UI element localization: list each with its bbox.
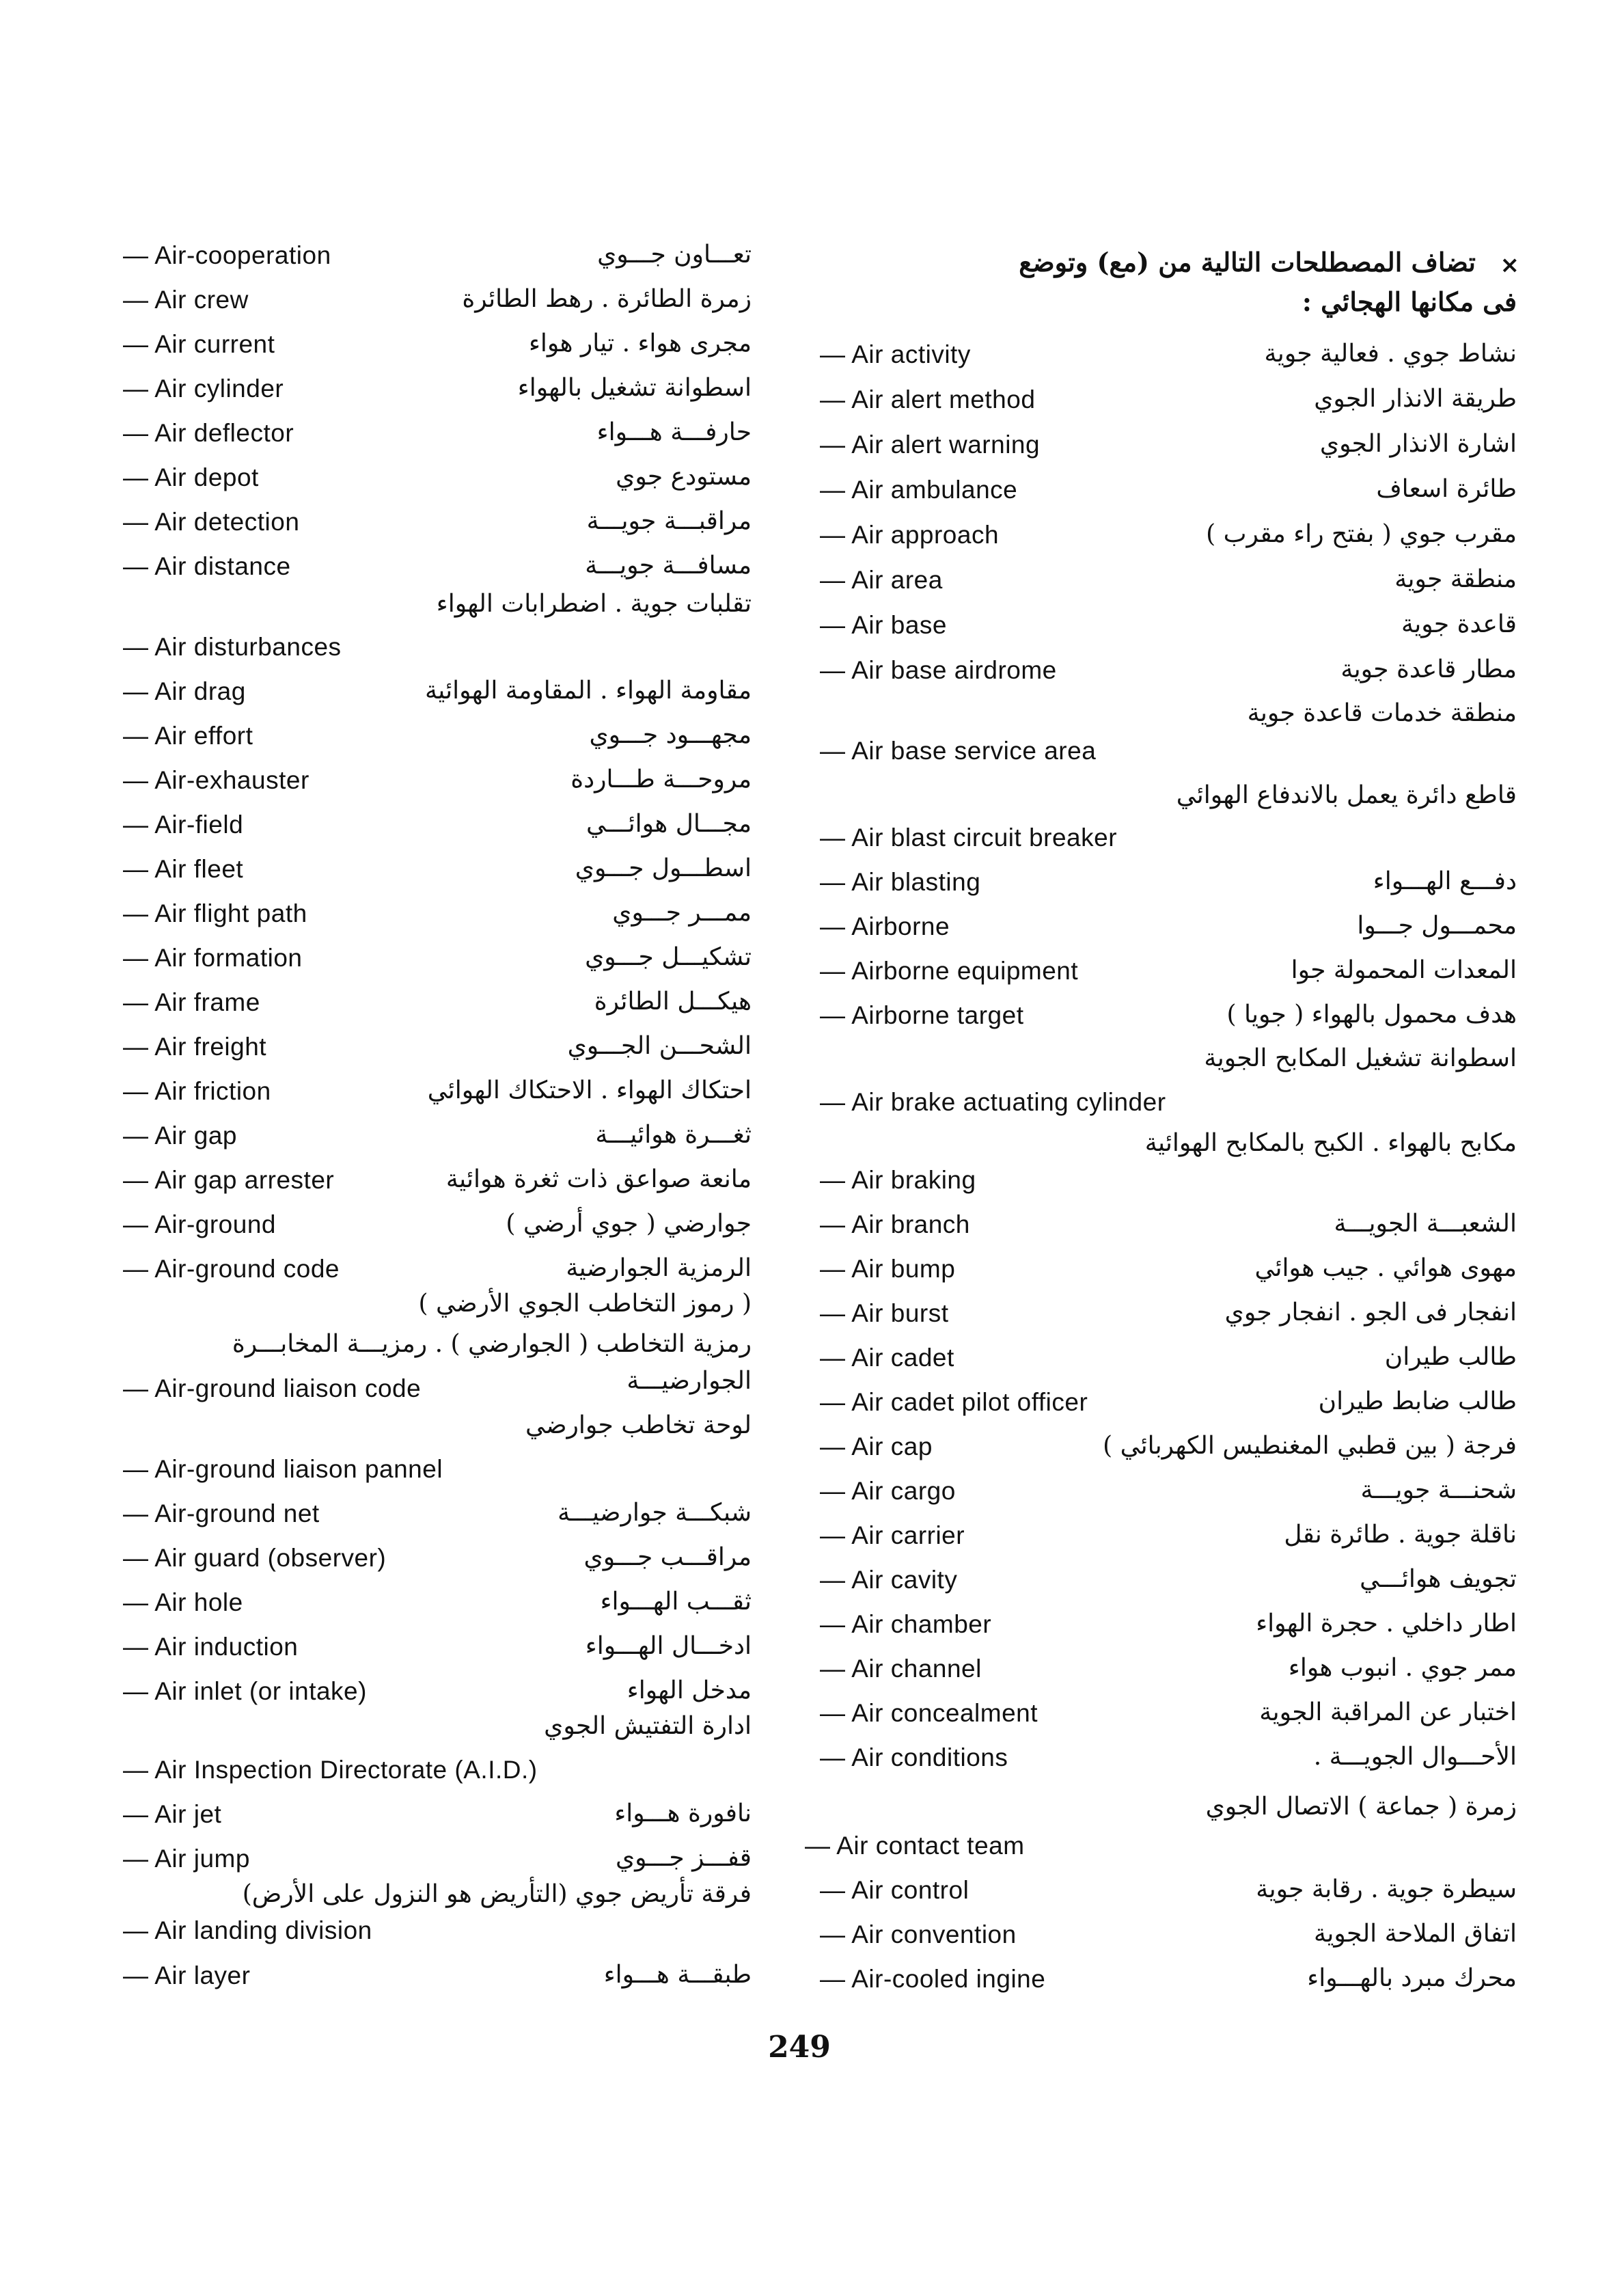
section-header [820,243,1517,325]
english-term: — Air hole [123,1588,243,1616]
english-term: — Air cavity [820,1566,958,1594]
list-item [820,1205,1517,1246]
list-item [123,1672,779,1713]
english-term: — Air braking [820,1166,976,1194]
page-number: 249 [768,2030,831,2065]
arabic-translation: تجويف هوائـــي [1360,1565,1517,1593]
list-item [820,1083,1517,1124]
list-item [820,380,1517,421]
arabic-translation: سيطرة جوية . رقابة جوية [1256,1875,1517,1903]
english-term: — Air burst [820,1299,949,1327]
list-item [123,280,779,321]
arabic-translation: فرقة تأريض جوي (التأريض هو النزول على الأرض) [242,1880,752,1908]
list-item [820,1649,1517,1690]
english-term: — Air-ground code [123,1255,340,1283]
arabic-translation: ثقـــب الهـــواء [600,1588,752,1616]
english-term: — Air disturbances [123,633,342,661]
list-item [820,1560,1517,1601]
english-term: — Air landing division [123,1916,372,1944]
english-term: — Air contact team [805,1832,1025,1860]
arabic-translation: مهوى هوائي . جيب هوائي [1254,1254,1517,1282]
arabic-translation: مقاومة الهواء . المقاومة الهوائية [424,677,752,705]
arabic-translation: مكابح بالهواء . الكبح بالمكابح الهوائية [1144,1129,1517,1157]
list-item [820,996,1517,1037]
english-term: — Air current [123,330,275,358]
english-term: — Air guard (observer) [123,1544,387,1572]
arabic-translation: مانعة صواعق ذات ثغرة هوائية [445,1165,752,1193]
english-term: — Air area [820,566,943,594]
list-item [123,236,779,277]
arabic-translation: اسطـــول جـــوي [575,854,752,882]
english-term: — Air-cooled ingine [820,1965,1046,1993]
english-term: — Air alert warning [820,431,1041,459]
english-term: — Air chamber [820,1610,992,1638]
english-term: — Air-cooperation [123,241,331,269]
english-term: — Air freight [123,1033,267,1061]
list-item [123,1911,779,1952]
arabic-translation: لوحة تخاطب جوارضي [525,1411,752,1439]
arabic-translation: رمزية التخاطب ( الجوارضي ) . رمزيـــة المخابـــرة [232,1330,752,1358]
english-term: — Air blast circuit breaker [820,824,1118,852]
list-item [820,1383,1517,1424]
english-term: — Air conditions [820,1743,1008,1771]
english-term: — Air ambulance [820,476,1018,504]
english-term: — Air convention [820,1920,1017,1948]
english-term: — Air gap arrester [123,1166,335,1194]
arabic-translation: تعـــاون جـــوي [597,241,752,269]
english-term: — Airborne equipment [820,957,1079,985]
english-term: — Air layer [123,1961,251,1989]
arabic-translation: اطار داخلي . حجرة الهواء [1256,1609,1517,1637]
english-term: — Air deflector [123,419,294,447]
arabic-translation: محمـــول جـــوا [1357,912,1517,940]
arabic-translation: طائرة اسعاف [1376,475,1517,503]
arabic-translation: الشعبـــة الجويـــة [1334,1210,1517,1238]
list-item [123,1538,779,1579]
list-item [123,1072,779,1113]
list-item [123,502,779,543]
list-item [820,1738,1517,1779]
arabic-translation: مجرى هواء . تيار هواء [528,329,752,357]
list-item [123,1627,779,1668]
left-column [123,0,779,2284]
english-term: — Air inlet (or intake) [123,1677,367,1705]
arabic-translation: مطار قاعدة جوية [1340,655,1517,683]
list-item [123,325,779,366]
arabic-translation: زمرة ( جماعة ) الاتصال الجوي [1205,1793,1517,1821]
arabic-translation: قفـــز جـــوي [615,1844,752,1872]
arabic-translation: ادارة التفتيش الجوي [544,1712,752,1740]
list-item [820,1471,1517,1512]
arabic-translation: الأحـــوال الجويـــة . [1313,1743,1517,1771]
english-term: — Air flight path [123,899,307,927]
list-item [820,515,1517,556]
list-item [123,1450,779,1491]
arabic-translation: قاطع دائرة يعمل بالاندفاع الهوائي [1176,781,1517,809]
arabic-translation: ( رموز التخاطب الجوي الأرضي ) [418,1290,752,1318]
arabic-translation: تقلبات جوية . اضطرابات الهواء [436,590,752,618]
list-item [123,761,779,802]
list-item [820,731,1517,772]
list-item [820,1294,1517,1335]
list-item [820,1871,1517,1912]
list-item [805,1826,1517,1867]
english-term: — Air bump [820,1255,956,1283]
list-item [123,413,779,454]
english-term: — Air base service area [820,737,1097,765]
list-item [820,818,1517,859]
english-term: — Air induction [123,1633,299,1661]
english-term: — Air detection [123,508,300,536]
english-term: — Airborne [820,912,950,940]
english-term: — Air activity [820,340,971,368]
list-item [123,1839,779,1880]
list-item [123,849,779,891]
english-term: — Air base [820,611,947,639]
list-item [820,425,1517,466]
list-item [820,651,1517,692]
arabic-translation: طالب طيران [1384,1343,1517,1371]
list-item [123,938,779,979]
arabic-translation: مراقـــب جـــوي [583,1543,752,1571]
arabic-translation: ادخـــال الهـــواء [585,1632,752,1660]
header-line: تضاف المصطلحات التالية من (مع) وتوضع [1019,247,1476,277]
english-term: — Air fleet [123,855,244,883]
list-item [123,1956,779,1997]
arabic-translation: مراقبـــة جويـــة [586,507,752,535]
list-item [123,458,779,499]
english-term: — Air cargo [820,1477,956,1505]
list-item [123,894,779,935]
english-term: — Airborne target [820,1001,1024,1029]
arabic-translation: جوارضي ( جوي أرضي ) [506,1210,752,1238]
list-item [123,1249,779,1290]
list-item [123,1369,779,1410]
english-term: — Air-field [123,811,244,839]
english-term: — Air concealment [820,1699,1038,1727]
english-term: — Air channel [820,1655,982,1683]
english-term: — Air branch [820,1210,970,1238]
arabic-translation: هدف محمول بالهواء ( جويا ) [1226,1001,1517,1029]
list-item [820,1605,1517,1646]
arabic-translation: ناقلة جوية . طائرة نقل [1284,1521,1517,1549]
list-item [820,1959,1517,2000]
arabic-translation: مروحـــة طـــاردة [570,765,752,793]
english-term: — Air carrier [820,1521,965,1549]
list-item [123,672,779,713]
arabic-translation: طريقة الانذار الجوي [1314,385,1517,413]
arabic-translation: قاعدة جوية [1401,610,1517,638]
list-item [123,1494,779,1535]
arabic-translation: زمرة الطائرة . رهط الطائرة [462,285,752,313]
list-item [123,1205,779,1246]
arabic-translation: الشحـــن الجـــوي [567,1032,752,1060]
english-term: — Air Inspection Directorate (A.I.D.) [123,1756,538,1784]
english-term: — Air-ground liaison pannel [123,1455,443,1483]
arabic-translation: شبكـــة جوارضيـــة [558,1499,752,1527]
english-term: — Air control [820,1876,969,1904]
arabic-translation: اسطوانة تشغيل المكابح الجوية [1204,1044,1517,1072]
english-term: — Air cylinder [123,375,284,403]
english-term: — Air cap [820,1432,933,1460]
arabic-translation: حارفـــة هـــواء [596,418,752,446]
arabic-translation: المعدات المحمولة جوا [1291,956,1517,984]
right-column [805,0,1519,2284]
english-term: — Air blasting [820,868,981,896]
list-item [820,560,1517,601]
header-line: فى مكانها الهجائي : [1302,286,1517,317]
english-term: — Air frame [123,988,260,1016]
list-item [820,606,1517,647]
english-term: — Air-exhauster [123,766,309,794]
list-item [820,907,1517,948]
english-term: — Air jump [123,1845,250,1873]
arabic-translation: مستودع جوي [616,463,752,491]
list-item [820,1249,1517,1290]
arabic-translation: نافورة هـــواء [614,1799,752,1827]
list-item [123,805,779,846]
english-term: — Air effort [123,722,253,750]
arabic-translation: اشارة الانذار الجوي [1319,430,1517,458]
english-term: — Air depot [123,463,259,491]
x-mark: × [1500,251,1519,279]
list-item [820,951,1517,992]
english-term: — Air-ground [123,1210,276,1238]
arabic-translation: الرمزية الجوارضية [566,1254,752,1282]
arabic-translation: احتكاك الهواء . الاحتكاك الهوائي [427,1076,752,1104]
arabic-translation: تشكيـــل جـــوي [585,943,752,971]
english-term: — Air approach [820,521,1000,549]
arabic-translation: مقرب جوي ( بفتح راء مقرب ) [1206,520,1517,548]
list-item [123,1116,779,1157]
list-item [123,1750,779,1791]
arabic-translation: مدخل الهواء [627,1676,752,1704]
list-item [820,1694,1517,1735]
list-item [820,862,1517,903]
arabic-translation: دفـــع الهـــواء [1373,867,1517,895]
english-term: — Air crew [123,286,249,314]
arabic-translation: ثغـــرة هوائيـــة [595,1121,752,1149]
english-term: — Air alert method [820,385,1036,413]
arabic-translation: مجـــال هوائـــي [586,810,752,838]
list-item [123,1027,779,1068]
list-item [820,470,1517,511]
list-item [123,627,779,668]
english-term: — Air distance [123,552,291,580]
list-item [123,1160,779,1201]
english-term: — Air-ground liaison code [123,1374,422,1402]
list-item [123,983,779,1024]
arabic-translation: هيكـــل الطائرة [594,988,752,1016]
english-term: — Air brake actuating cylinder [820,1088,1166,1116]
arabic-translation: نشاط جوي . فعالية جوية [1264,340,1517,368]
arabic-translation: فرجة ( بين قطبي المغنطيس الكهربائي ) [1103,1432,1517,1460]
english-term: — Air jet [123,1800,222,1828]
list-item [123,1583,779,1624]
arabic-translation: انفجار فى الجو . انفجار جوي [1224,1299,1517,1327]
arabic-translation: منطقة خدمات قاعدة جوية [1247,699,1517,727]
arabic-translation: ممـــر جـــوي [612,899,752,927]
arabic-translation: محرك مبرد بالهـــواء [1307,1964,1517,1992]
english-term: — Air-ground net [123,1499,320,1527]
english-term: — Air formation [123,944,303,972]
arabic-translation: مسافـــة جويـــة [585,552,752,580]
arabic-translation: ممر جوي . انبوب هواء [1288,1654,1517,1682]
list-item [123,716,779,757]
arabic-translation: طالب ضابط طيران [1318,1387,1517,1415]
arabic-translation: مجهـــود جـــوي [589,721,752,749]
english-term: — Air cadet [820,1344,954,1372]
list-item [123,547,779,588]
arabic-translation: طبقـــة هـــواء [603,1961,752,1989]
arabic-translation: شحنـــة جويـــة [1360,1476,1517,1504]
english-term: — Air friction [123,1077,271,1105]
list-item [820,1160,1517,1201]
list-item [820,1516,1517,1557]
arabic-translation: الجوارضيـــة [627,1367,752,1395]
list-item [123,1795,779,1836]
arabic-translation: منطقة جوية [1394,565,1517,593]
list-item [820,1915,1517,1956]
arabic-translation: اتفاق الملاحة الجوية [1314,1920,1517,1948]
arabic-translation: اسطوانة تشغيل بالهواء [517,374,752,402]
list-item [820,1427,1517,1468]
list-item [820,1338,1517,1379]
english-term: — Air base airdrome [820,656,1057,684]
arabic-translation: اختبار عن المراقبة الجوية [1259,1698,1517,1726]
list-item [123,369,779,410]
english-term: — Air gap [123,1121,237,1150]
english-term: — Air drag [123,677,246,705]
english-term: — Air cadet pilot officer [820,1388,1088,1416]
list-item [820,335,1517,376]
